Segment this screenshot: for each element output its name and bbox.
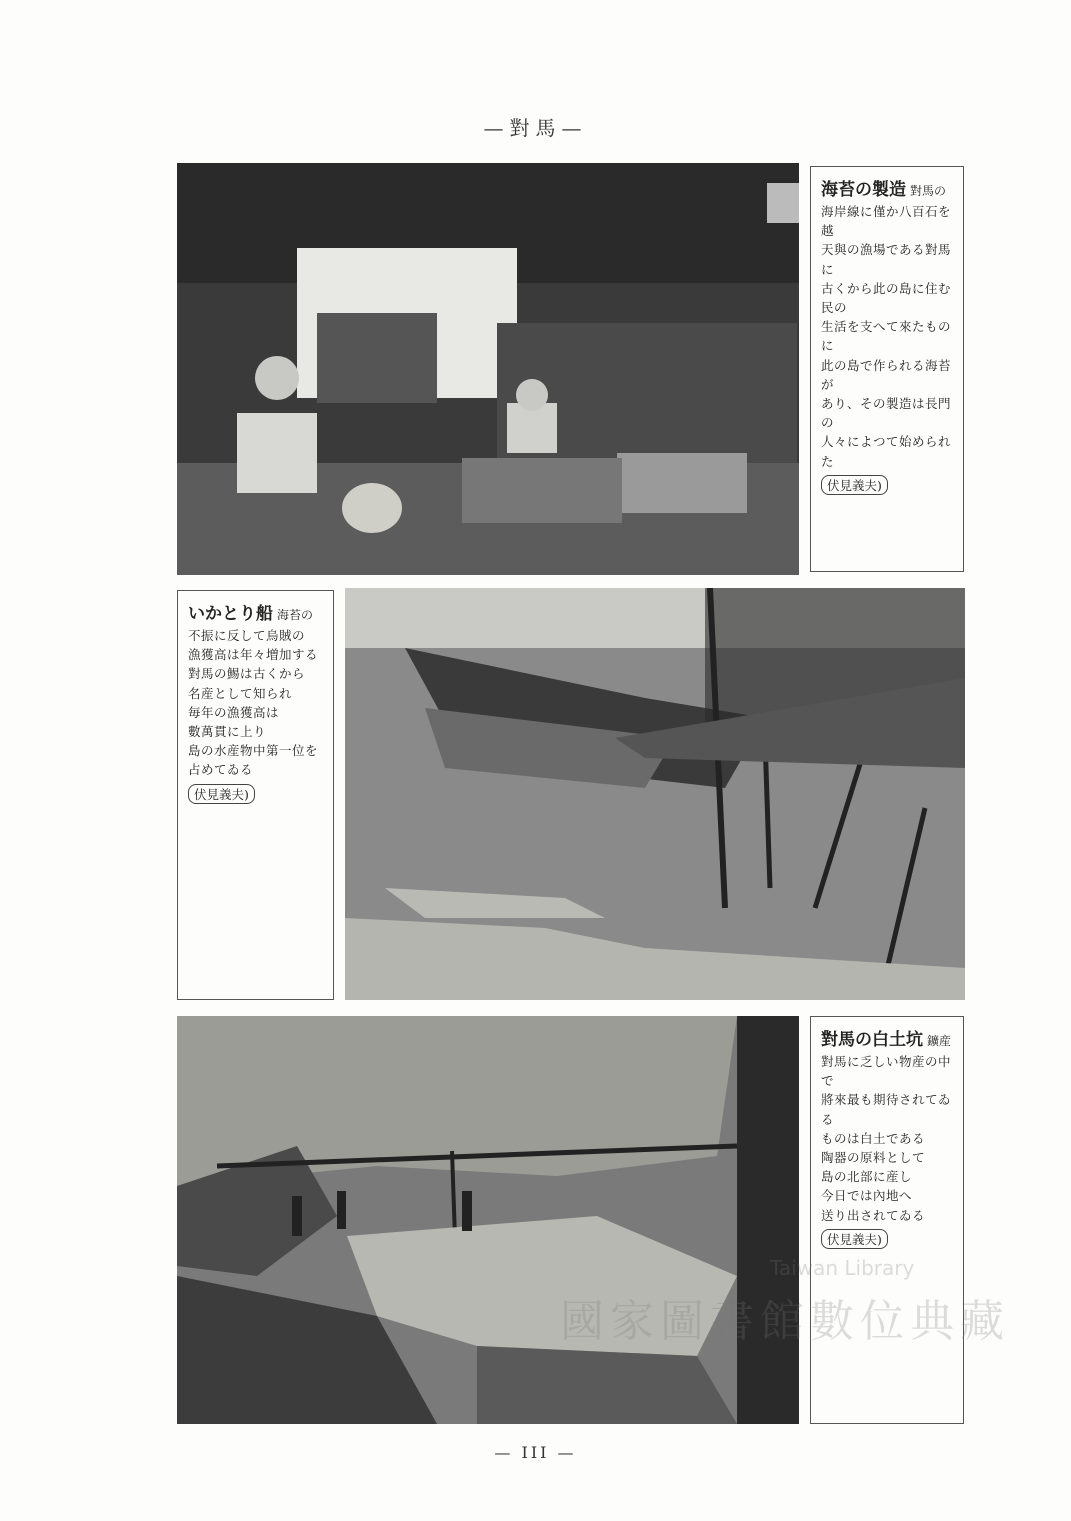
caption-squid-title: いかとり船 海苔の [188,604,314,624]
caption-white-clay [810,1016,964,1424]
photo-seaweed-workshop [177,163,799,575]
photo-white-clay-mine [177,1016,799,1424]
watermark-english: Taiwan Library [770,1256,915,1280]
caption-squid-boat [177,590,334,1000]
caption-clay-title: 對馬の白土坑 鑛産 [821,1030,952,1050]
watermark-library: 國家圖書館數位典藏 [560,1296,1010,1347]
caption-squid-body: 不振に反して烏賊の 漁獲高は年々増加する 對馬の鯣は古くから 名産として知られ 毎年の漁獲高は 數萬貫に上り 島の水産物中第一位を 占めてゐる [188,628,319,778]
page-header: —對馬— [483,116,588,140]
caption-seaweed [810,166,964,572]
caption-seaweed-credit: 伏見義夫) [821,475,888,495]
photo-squid-boat [345,588,965,1000]
caption-clay-credit: 伏見義夫) [821,1229,888,1249]
page-number: — III — [494,1443,577,1462]
caption-seaweed-body: 海岸線に僅か八百石を越 天與の漁場である對馬に 古くから此の島に住む民の 生活を支へて來たものに 此の島で作られる海苔が あり、その製造は長門の 人々によつて始められた [821,204,952,469]
caption-clay-body: 對馬に乏しい物産の中で 將來最も期待されてゐる ものは白土である 陶器の原料として 島の北部に産し 今日では內地へ 送り出されてゐる [821,1054,952,1223]
caption-seaweed-title: 海苔の製造 對馬の [821,180,947,200]
caption-squid-credit: 伏見義夫) [188,784,255,804]
